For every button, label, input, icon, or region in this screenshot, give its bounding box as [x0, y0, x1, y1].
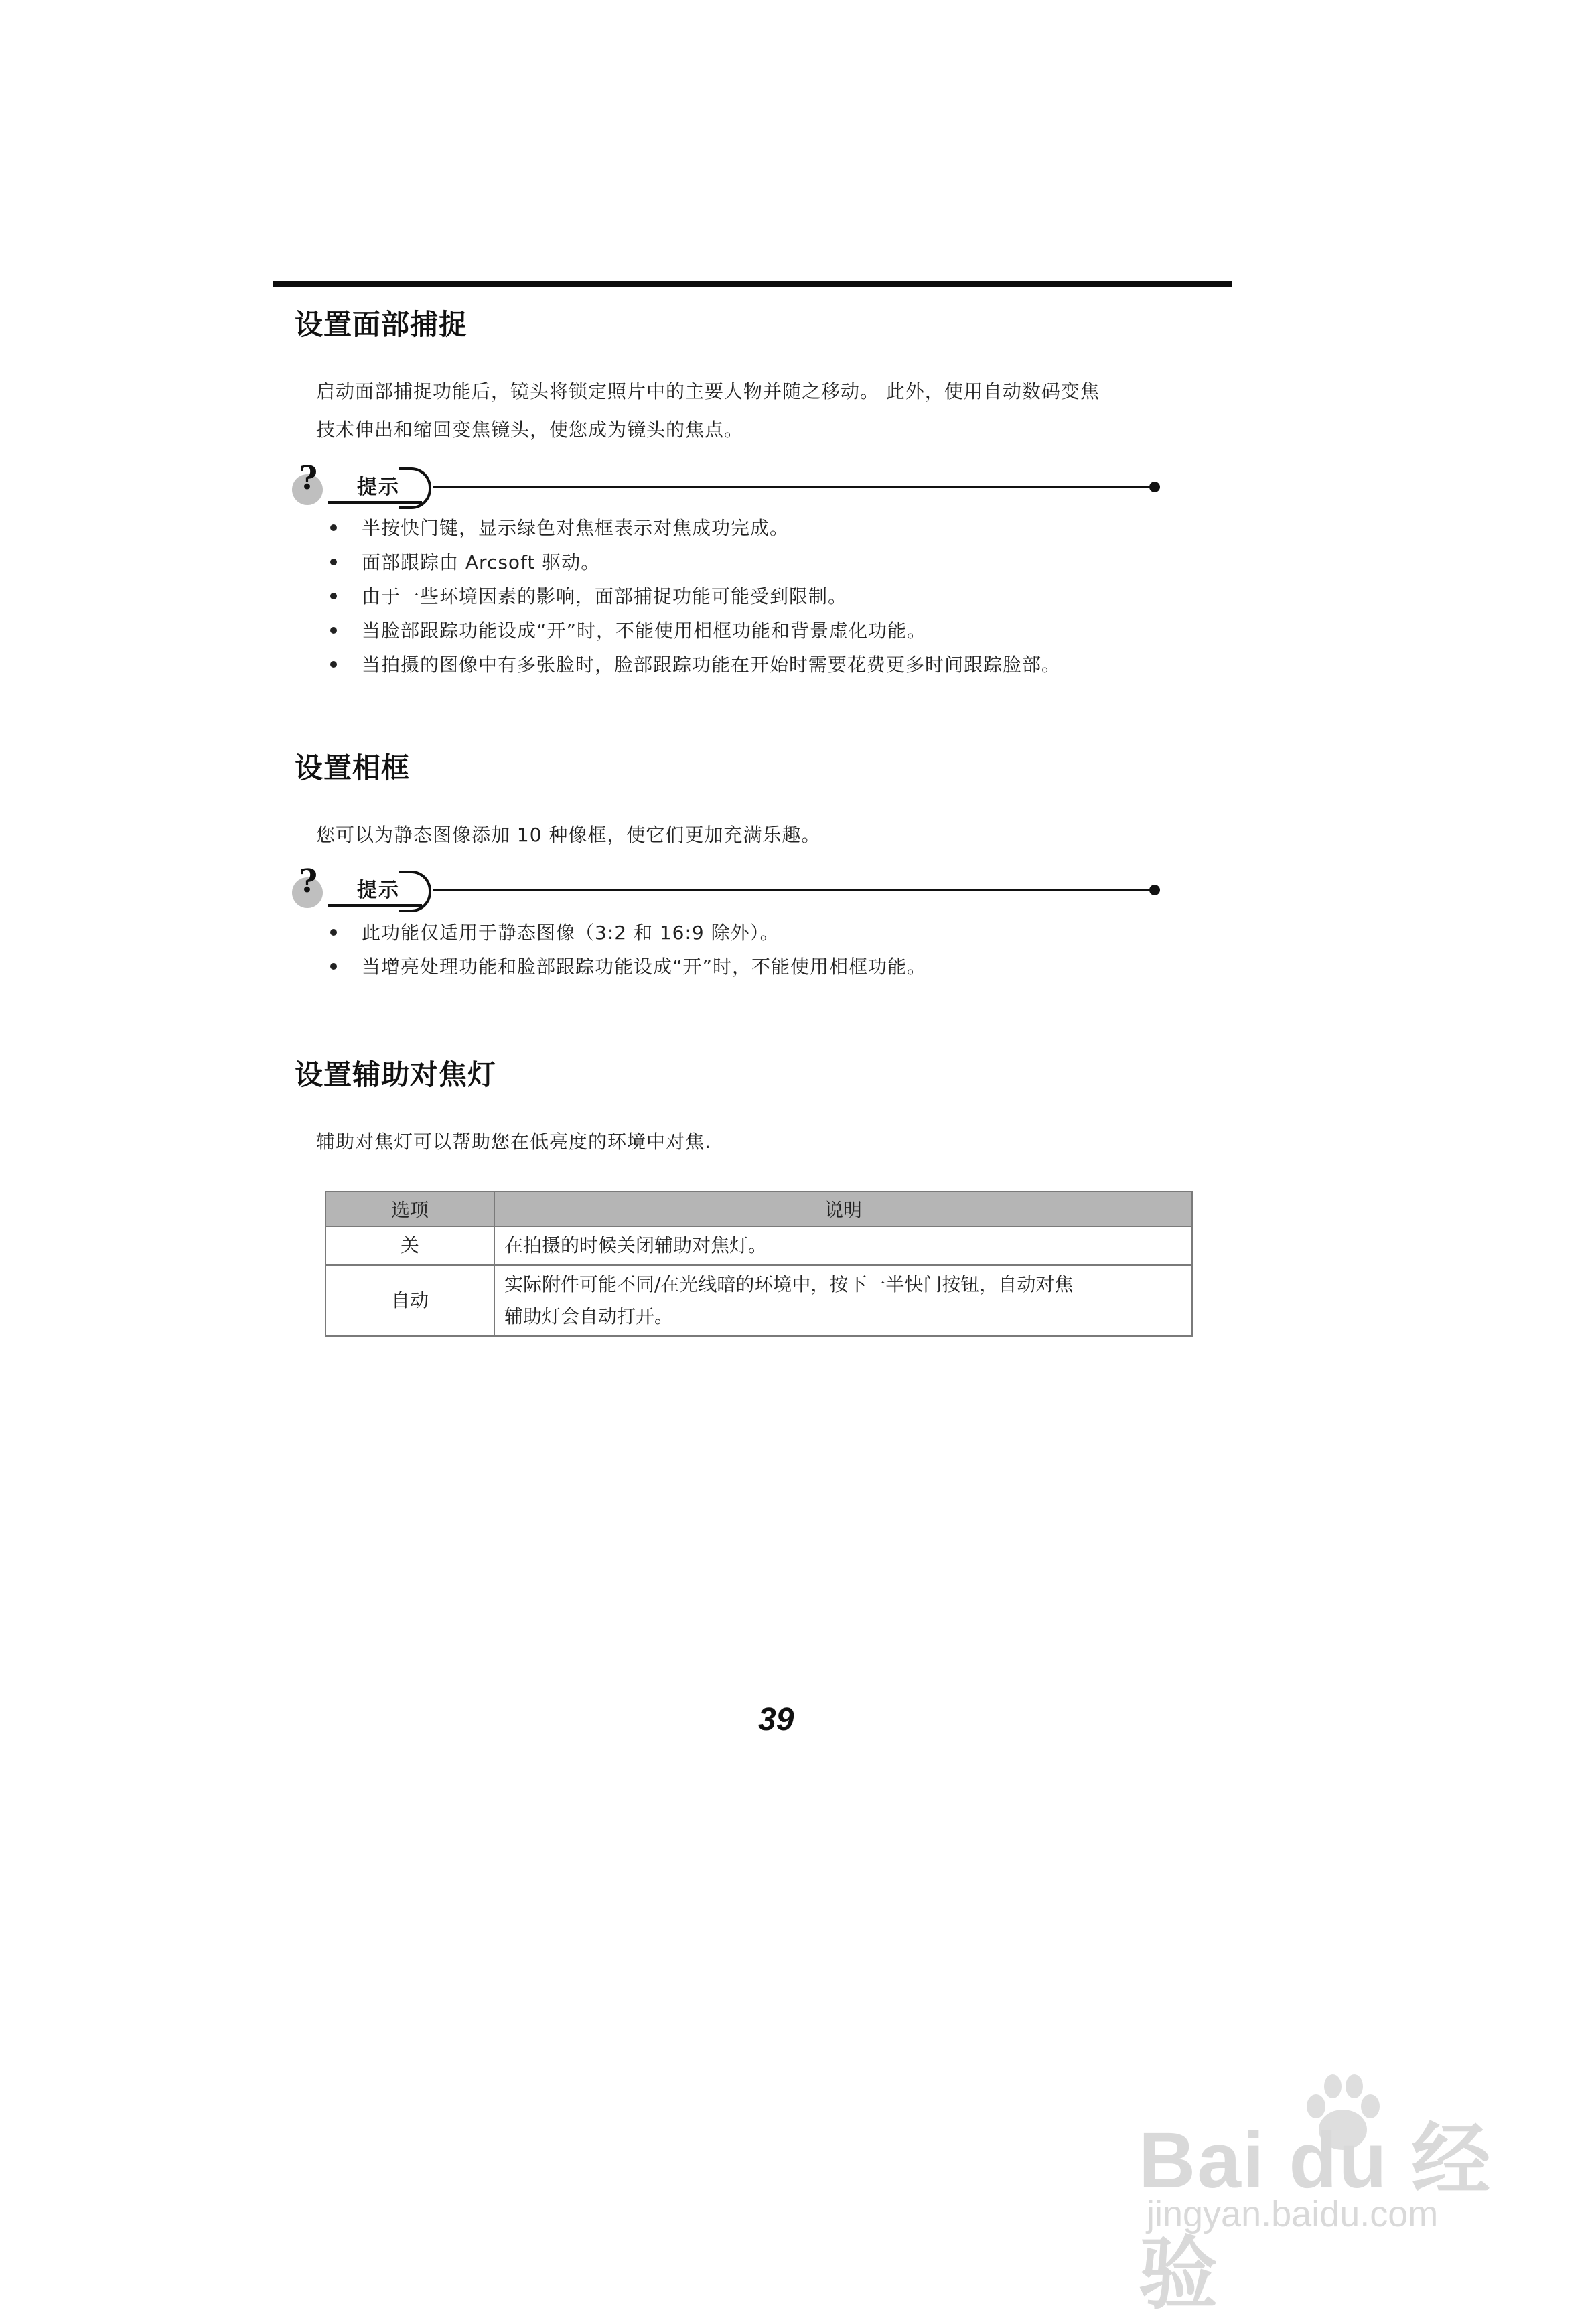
table-cell-option: 关 — [325, 1226, 494, 1265]
section-paragraph — [316, 372, 1237, 449]
tip-rule — [433, 486, 1153, 488]
list-item — [328, 950, 926, 984]
watermark-url: jingyan.baidu.com — [1147, 2194, 1439, 2234]
tip-rule-end-dot — [1149, 482, 1160, 492]
section-paragraph: 您可以为静态图像添加 10 种像框，使它们更加充满乐趣。 — [316, 824, 821, 846]
table-header-option: 选项 — [325, 1191, 494, 1226]
tip-label: 提示 — [357, 476, 400, 499]
list-item — [328, 579, 1061, 613]
list-item-text: 此功能仅适用于静态图像（3:2 和 16:9 除外）。 — [362, 922, 780, 944]
tip-rule-end-dot — [1149, 885, 1160, 895]
tip-arc — [399, 871, 431, 912]
bullet-icon — [330, 929, 337, 936]
section-heading-af-assist-light: 设置辅助对焦灯 — [295, 1058, 497, 1091]
list-item-text: 当增亮处理功能和脸部跟踪功能设成“开”时，不能使用相框功能。 — [362, 956, 927, 978]
list-item-text: 当脸部跟踪功能设成“开”时，不能使用相框功能和背景虚化功能。 — [362, 620, 927, 642]
section-heading-face-capture: 设置面部捕捉 — [295, 308, 468, 341]
top-rule — [273, 281, 1232, 287]
watermark-brand: Bai du 经验 — [1139, 2116, 1492, 2319]
table-header-row — [325, 1191, 1192, 1226]
list-item-text: 半按快门键，显示绿色对焦框表示对焦成功完成。 — [362, 517, 790, 539]
list-item-text: 当拍摄的图像中有多张脸时，脸部跟踪功能在开始时需要花费更多时间跟踪脸部。 — [362, 654, 1062, 676]
table-cell-description: 在拍摄的时候关闭辅助对焦灯。 — [494, 1226, 1192, 1265]
list-item-text: 由于一些环境因素的影响，面部捕捉功能可能受到限制。 — [362, 585, 848, 607]
bullet-icon — [330, 963, 337, 970]
tip-list — [328, 511, 1061, 682]
tip-list — [328, 916, 926, 984]
options-table — [325, 1191, 1193, 1337]
page-number: 39 — [758, 1702, 794, 1737]
bullet-icon — [330, 559, 337, 565]
paragraph-line: 启动面部捕捉功能后，镜头将锁定照片中的主要人物并随之移动。 此外，使用自动数码变焦 — [316, 380, 1100, 403]
list-item — [328, 511, 1061, 545]
tip-banner — [292, 864, 1163, 918]
baidu-watermark — [1139, 2063, 1514, 2319]
tip-banner — [292, 461, 1163, 514]
description-line: 辅助灯会自动打开。 — [504, 1305, 674, 1327]
section-heading-frame: 设置相框 — [295, 751, 411, 784]
bullet-icon — [330, 593, 337, 599]
bullet-icon — [330, 661, 337, 668]
list-item-text: 面部跟踪由 Arcsoft 驱动。 — [362, 551, 601, 573]
table-cell-description — [494, 1265, 1192, 1336]
bullet-icon — [330, 627, 337, 634]
description-line: 实际附件可能不同/在光线暗的环境中，按下一半快门按钮，自动对焦 — [504, 1273, 1074, 1295]
tip-label: 提示 — [357, 879, 400, 902]
list-item — [328, 613, 1061, 648]
tip-arc — [399, 467, 431, 509]
tip-rule — [433, 889, 1153, 891]
list-item — [328, 916, 926, 950]
list-item — [328, 648, 1061, 682]
bullet-icon — [330, 524, 337, 531]
section-paragraph: 辅助对焦灯可以帮助您在低亮度的环境中对焦. — [316, 1131, 711, 1153]
table-header-description: 说明 — [494, 1191, 1192, 1226]
table-row — [325, 1265, 1192, 1336]
question-mark-icon: ? — [299, 459, 318, 497]
question-mark-icon: ? — [299, 863, 318, 900]
list-item — [328, 545, 1061, 579]
paragraph-line: 技术伸出和缩回变焦镜头，使您成为镜头的焦点。 — [316, 419, 744, 441]
table-cell-option: 自动 — [325, 1265, 494, 1336]
table-row — [325, 1226, 1192, 1265]
